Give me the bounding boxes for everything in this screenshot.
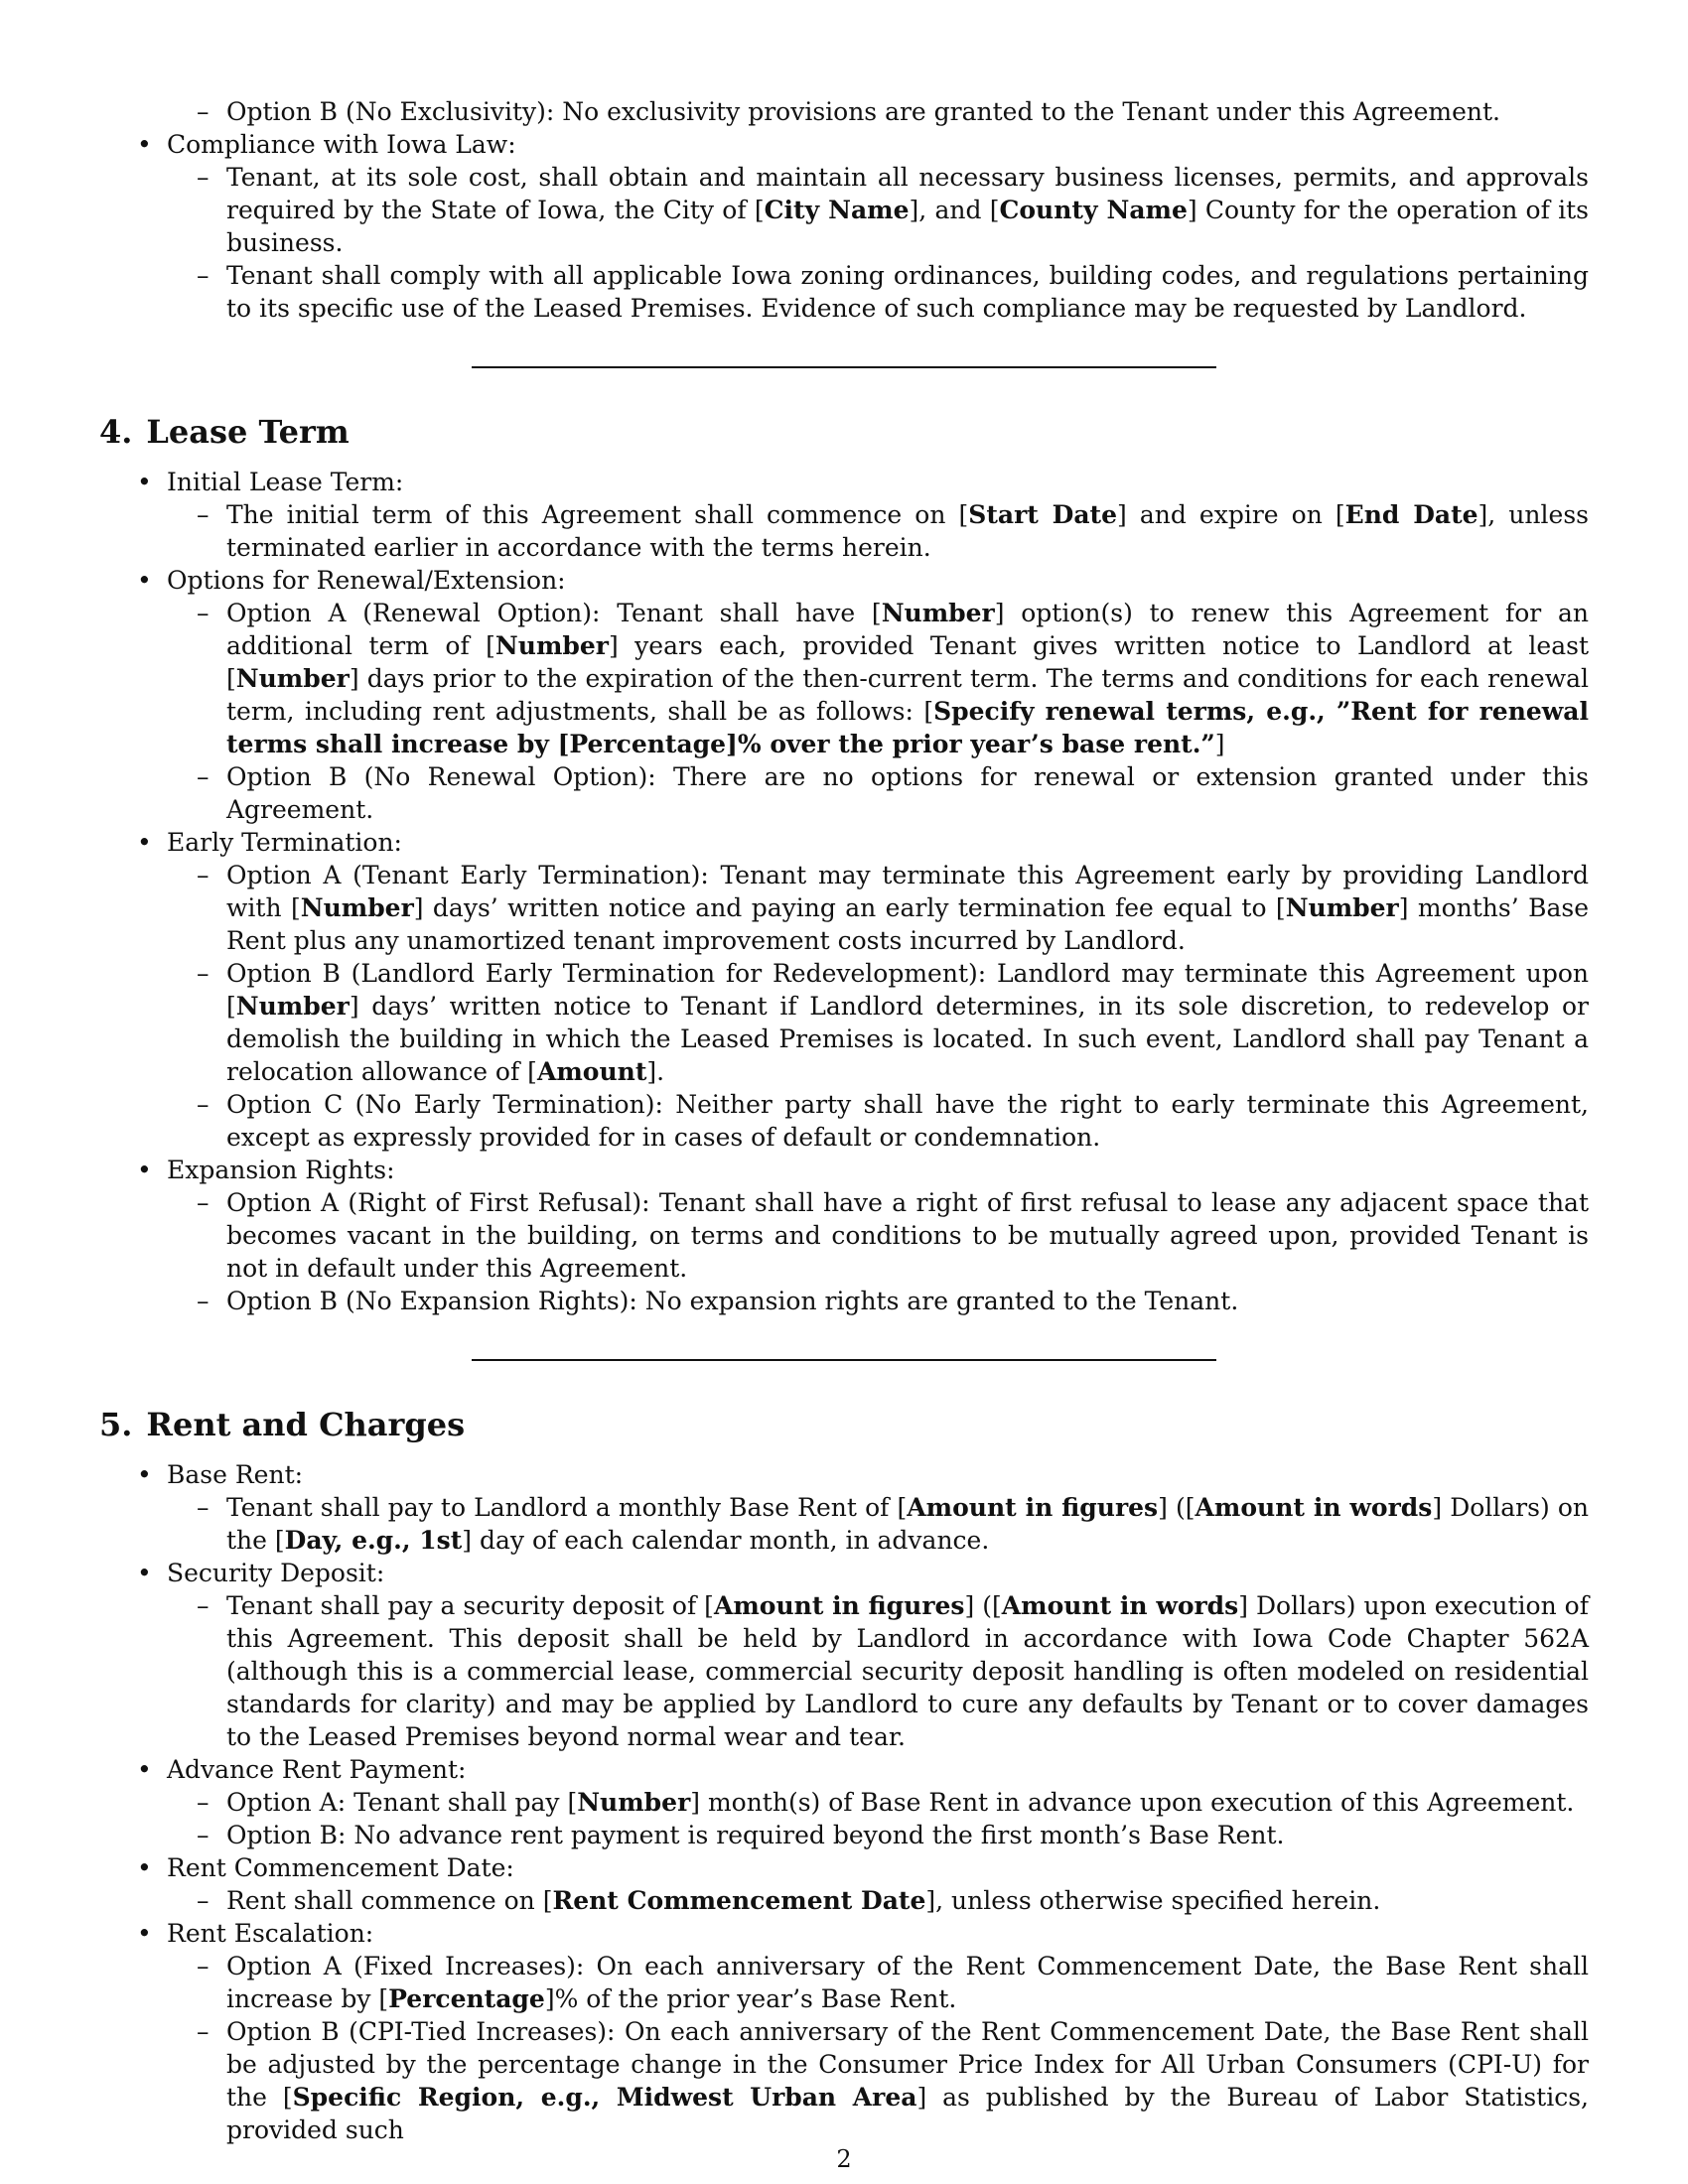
placeholder-renewal-terms: Specify renewal terms, e.g., ”Rent for renewal terms shall increase by [Percentage]% over the prior year’s base rent.” [226,697,1589,758]
section-4-heading: 4. Lease Term [99,413,350,451]
placeholder-county-name: County Name [999,196,1188,224]
rent-escalation-option-b: – Option B (CPI-Tied Increases): On each anniversary of the Rent Commencement Date, the Base Rent shall be adjusted by the percentage change in the Consumer Price Index for All Urban Consumers (CPI-U) for the [Specific Region, e.g., Midwest Urban Area] as published by the Bureau of Labor Statistics, provided such [167,2015,1589,2146]
exclusivity-continued [99,95,1589,128]
rent-escalation-option-a: – Option A (Fixed Increases): On each anniversary of the Rent Commencement Date, the Base Rent shall increase by [Percentage]% of the prior year’s Base Rent. [167,1950,1589,2015]
placeholder-start-date: Start Date [968,500,1117,529]
placeholder-amount: Amount [536,1057,647,1086]
placeholder-city-name: City Name [764,196,910,224]
section-4-list [99,466,1589,1317]
section-3-continued [99,95,1589,128]
compliance-list [99,128,1589,325]
initial-term-text: – The initial term of this Agreement shall commence on [Start Date] and expire on [End Date], unless terminated earlier in accordance with the terms herein. [167,498,1589,564]
renewal-option-b: – Option B (No Renewal Option): There are no options for renewal or extension granted under this Agreement. [167,760,1589,826]
compliance-zoning: – Tenant shall comply with all applicable Iowa zoning ordinances, building codes, and regulations pertaining to its specific use of the Leased Premises. Evidence of such compliance may be requested by Landlord. [167,259,1589,325]
document-page [99,95,1589,2146]
section-divider-2 [472,1359,1216,1361]
compliance-item [99,128,1589,325]
security-deposit-text: – Tenant shall pay a security deposit of [Amount in figures] ([Amount in words] Dollars) upon execution of this Agreement. This deposit shall be held by Landlord in accordance with Iowa Code Chapter 562A (although this is a commercial lease, commercial security deposit handling is often modeled on residential standards for clarity) and may be applied by Landlord to cure any defaults by Tenant or to cover damages to the Leased Premises beyond normal wear and tear. [167,1589,1589,1753]
section-5-heading: 5. Rent and Charges [99,1406,466,1443]
early-termination-option-b: – Option B (Landlord Early Termination for Redevelopment): Landlord may terminate this Agreement upon [Number] days’ written notice to Tenant if Landlord determines, in its sole discretion, to redevelop or demolish the building in which the Leased Premises is located. In such event, Landlord shall pay Tenant a relocation allowance of [Amount]. [167,957,1589,1088]
initial-term-item: • Initial Lease Term: – The initial term of this Agreement shall commence on [Start Date] and expire on [End Date], unless terminated earlier in accordance with the terms herein. [99,466,1589,564]
placeholder-end-date: End Date [1344,500,1478,529]
section-divider-1 [472,366,1216,368]
compliance-licenses: – Tenant, at its sole cost, shall obtain and maintain all necessary business licenses, permits, and approvals required by the State of Iowa, the City of [City Name], and [County Name] County for the operation of its business. [167,161,1589,259]
advance-rent-item: • Advance Rent Payment: – Option A: Tenant shall pay [Number] month(s) of Base Rent in advance upon execution of this Agreement. – Option B: No advance rent payment is required beyond the first month’s Base Rent. [99,1753,1589,1851]
expansion-option-b: – Option B (No Expansion Rights): No expansion rights are granted to the Tenant. [167,1285,1589,1317]
early-termination-option-c: – Option C (No Early Termination): Neither party shall have the right to early terminate this Agreement, except as expressly provided for in cases of default or condemnation. [167,1088,1589,1154]
expansion-option-a: – Option A (Right of First Refusal): Tenant shall have a right of first refusal to lease any adjacent space that becomes vacant in the building, on terms and conditions to be mutually agreed upon, provided Tenant is not in default under this Agreement. [167,1186,1589,1285]
rent-commencement-text: – Rent shall commence on [Rent Commencement Date], unless otherwise specified herein. [167,1884,1589,1917]
advance-rent-option-b: – Option B: No advance rent payment is required beyond the first month’s Base Rent. [167,1819,1589,1851]
renewal-option-a: – Option A (Renewal Option): Tenant shall have [Number] option(s) to renew this Agreement for an additional term of [Number] years each, provided Tenant gives written notice to Landlord at least [Number] days prior to the expiration of the then-current term. The terms and conditions for each renewal term, including rent adjustments, shall be as follows: [Specify renewal terms, e.g., ”Rent for renewal terms shall increase by [Percentage]% over the prior year’s base rent.”] [167,597,1589,760]
advance-rent-option-a: – Option A: Tenant shall pay [Number] month(s) of Base Rent in advance upon execution of this Agreement. [167,1786,1589,1819]
rent-commencement-item: • Rent Commencement Date: – Rent shall commence on [Rent Commencement Date], unless otherwise specified herein. [99,1851,1589,1917]
exclusivity-option-b: – Option B (No Exclusivity): No exclusivity provisions are granted to the Tenant under this Agreement. [167,95,1589,128]
base-rent-text: – Tenant shall pay to Landlord a monthly Base Rent of [Amount in figures] ([Amount in words] Dollars) on the [Day, e.g., 1st] day of each calendar month, in advance. [167,1491,1589,1557]
renewal-item: • Options for Renewal/Extension: – Option A (Renewal Option): Tenant shall have [Number] option(s) to renew this Agreement for an additional term of [Number] years each, provided Tenant gives written notice to Landlord at least [Number] days prior to the expiration of the then-current term. The terms and conditions for each renewal term, including rent adjustments, shall be as follows: [Specify renewal terms, e.g., ”Rent for renewal terms shall increase by [Percentage]% over the prior year’s base rent.”] – Option B (No Renewal Option): There are no options for renewal or extension granted under this Agreement. [99,564,1589,826]
rent-escalation-item: • Rent Escalation: – Option A (Fixed Increases): On each anniversary of the Rent Commencement Date, the Base Rent shall increase by [Percentage]% of the prior year’s Base Rent. – Option B (CPI-Tied Increases): On each anniversary of the Rent Commencement Date, the Base Rent shall be adjusted by the percentage change in the Consumer Price Index for All Urban Consumers (CPI-U) for the [Specific Region, e.g., Midwest Urban Area] as published by the Bureau of Labor Statistics, provided such [99,1917,1589,2146]
section-5-list [99,1458,1589,2146]
expansion-item: • Expansion Rights: – Option A (Right of First Refusal): Tenant shall have a right of first refusal to lease any adjacent space that becomes vacant in the building, on terms and conditions to be mutually agreed upon, provided Tenant is not in default under this Agreement. – Option B (No Expansion Rights): No expansion rights are granted to the Tenant. [99,1154,1589,1317]
compliance-label: Compliance with Iowa Law: [167,130,516,159]
early-termination-option-a: – Option A (Tenant Early Termination): Tenant may terminate this Agreement early by providing Landlord with [Number] days’ written notice and paying an early termination fee equal to [Number] months’ Base Rent plus any unamortized tenant improvement costs incurred by Landlord. [167,859,1589,957]
base-rent-item: • Base Rent: – Tenant shall pay to Landlord a monthly Base Rent of [Amount in figures] ([Amount in words] Dollars) on the [Day, e.g., 1st] day of each calendar month, in advance. [99,1458,1589,1557]
early-termination-item: • Early Termination: – Option A (Tenant Early Termination): Tenant may terminate this Agreement early by providing Landlord with [Number] days’ written notice and paying an early termination fee equal to [Number] months’ Base Rent plus any unamortized tenant improvement costs incurred by Landlord. – Option B (Landlord Early Termination for Redevelopment): Landlord may terminate this Agreement upon [Number] days’ written notice to Tenant if Landlord determines, in its sole discretion, to redevelop or demolish the building in which the Leased Premises is located. In such event, Landlord shall pay Tenant a relocation allowance of [Amount]. – Option C (No Early Termination): Neither party shall have the right to early terminate this Agreement, except as expressly provided for in cases of default or condemnation. [99,826,1589,1154]
page-number: 2 [836,2145,852,2173]
security-deposit-item: • Security Deposit: – Tenant shall pay a security deposit of [Amount in figures] ([Amount in words] Dollars) upon execution of this Agreement. This deposit shall be held by Landlord in accordance with Iowa Code Chapter 562A (although this is a commercial lease, commercial security deposit handling is often modeled on residential standards for clarity) and may be applied by Landlord to cure any defaults by Tenant or to cover damages to the Leased Premises beyond normal wear and tear. [99,1557,1589,1753]
